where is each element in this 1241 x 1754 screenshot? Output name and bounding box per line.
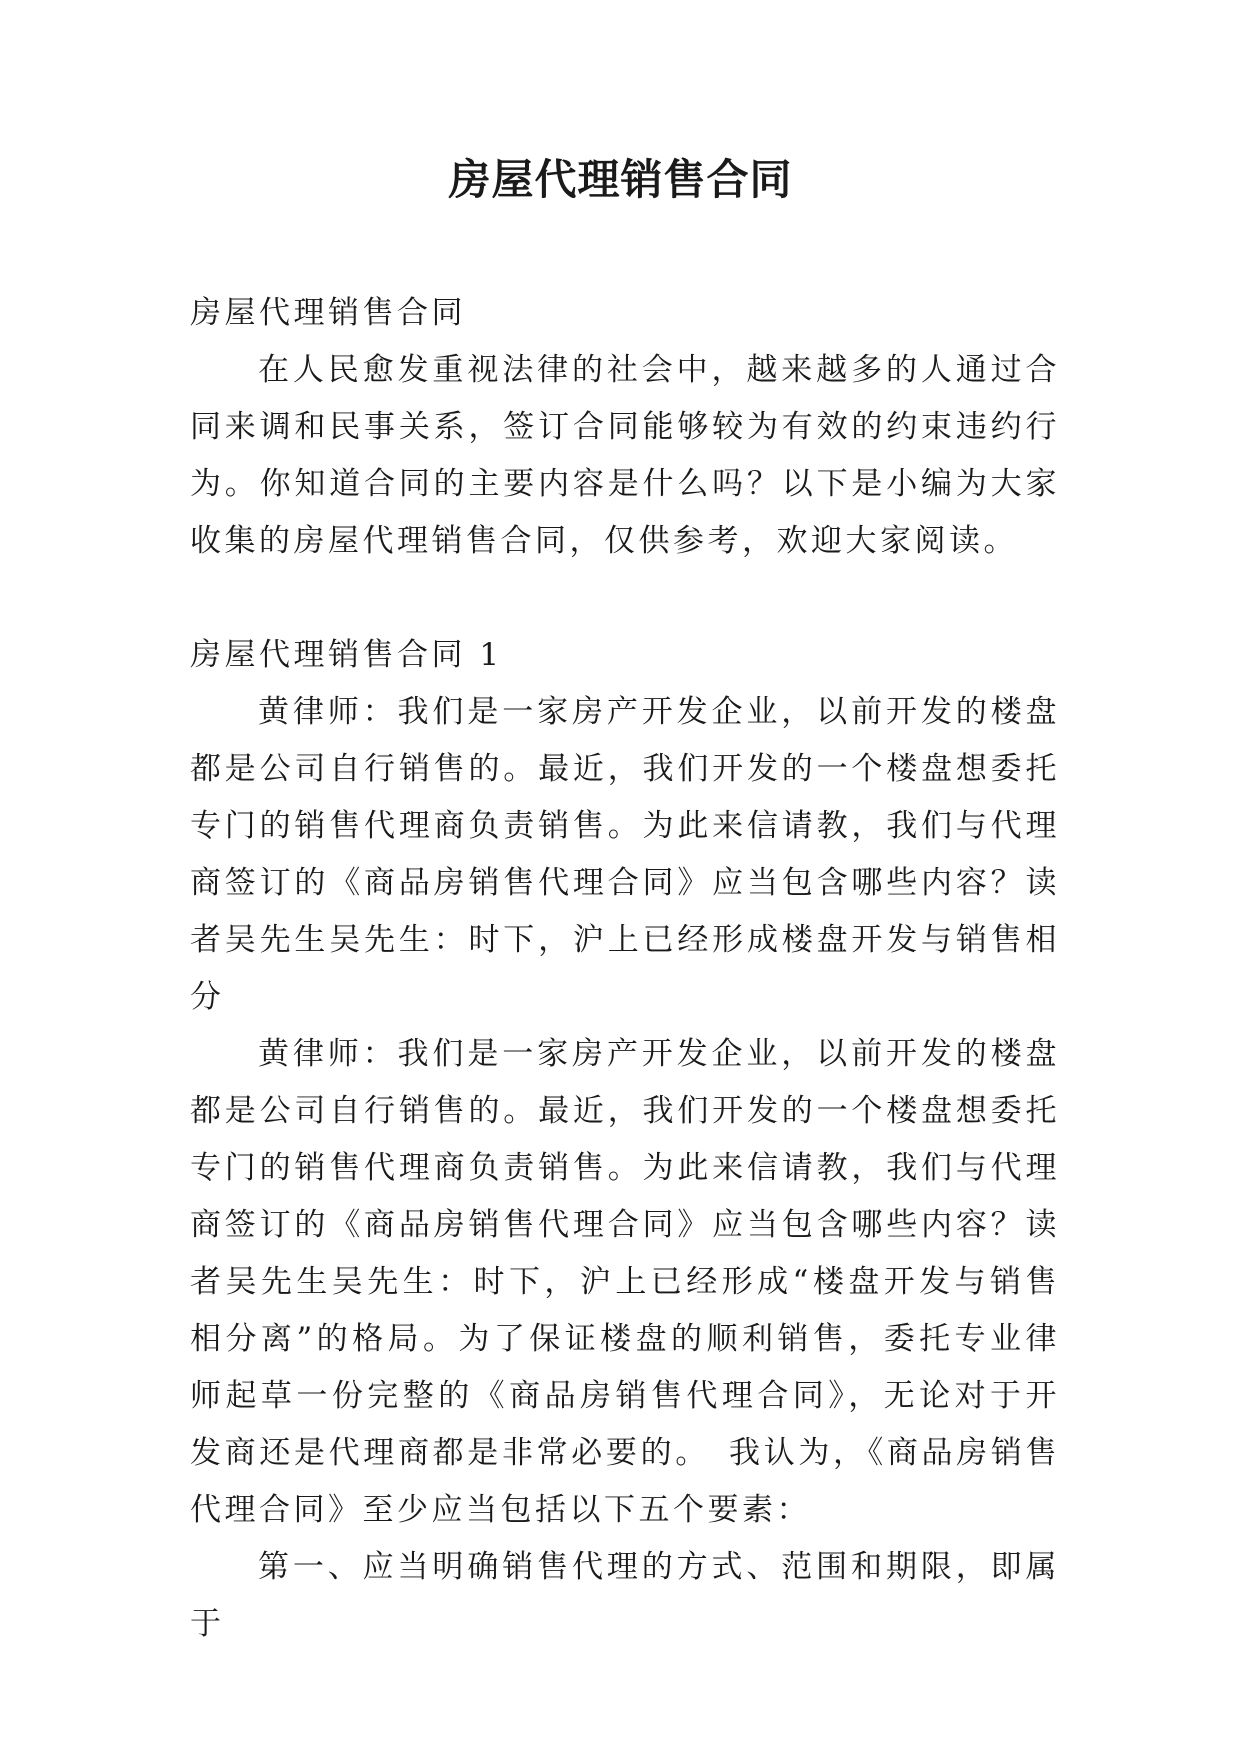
document-title: 房屋代理销售合同 bbox=[448, 155, 793, 204]
section-heading-1: 房屋代理销售合同 1 bbox=[190, 637, 503, 673]
body-paragraph-2: 黄律师：我们是一家房产开发企业，以前开发的楼盘都是公司自行销售的。最近，我们开发的一个楼盘想委托专门的销售代理商负责销售。为此来信请教，我们与代理商签订的《商品房销售代理合同》应当包含哪些内容？读者吴先生吴先生：时下，沪上已经形成“楼盘开发与销售相分离”的格局。为了保证楼盘的顺利销售，委托专业律师起草一份完整的《商品房销售代理合同》，无论对于开发商还是代理商都是非常必要的。 我认为，《商品房销售代理合同》至少应当包括以下五个要素： bbox=[190, 1036, 1060, 1528]
body-paragraph-3: 第一、应当明确销售代理的方式、范围和期限，即属于 bbox=[190, 1549, 1060, 1642]
document-body bbox=[190, 285, 1060, 1653]
paragraph-gap bbox=[190, 570, 1060, 627]
body-paragraph-1: 黄律师：我们是一家房产开发企业，以前开发的楼盘都是公司自行销售的。最近，我们开发的一个楼盘想委托专门的销售代理商负责销售。为此来信请教，我们与代理商签订的《商品房销售代理合同》应当包含哪些内容？读者吴先生吴先生：时下，沪上已经形成楼盘开发与销售相分 bbox=[190, 694, 1060, 1015]
section-heading: 房屋代理销售合同 bbox=[190, 295, 466, 331]
intro-paragraph: 在人民愈发重视法律的社会中，越来越多的人通过合同来调和民事关系，签订合同能够较为有效的约束违约行为。你知道合同的主要内容是什么吗？以下是小编为大家收集的房屋代理销售合同，仅供参考，欢迎大家阅读。 bbox=[190, 352, 1060, 559]
